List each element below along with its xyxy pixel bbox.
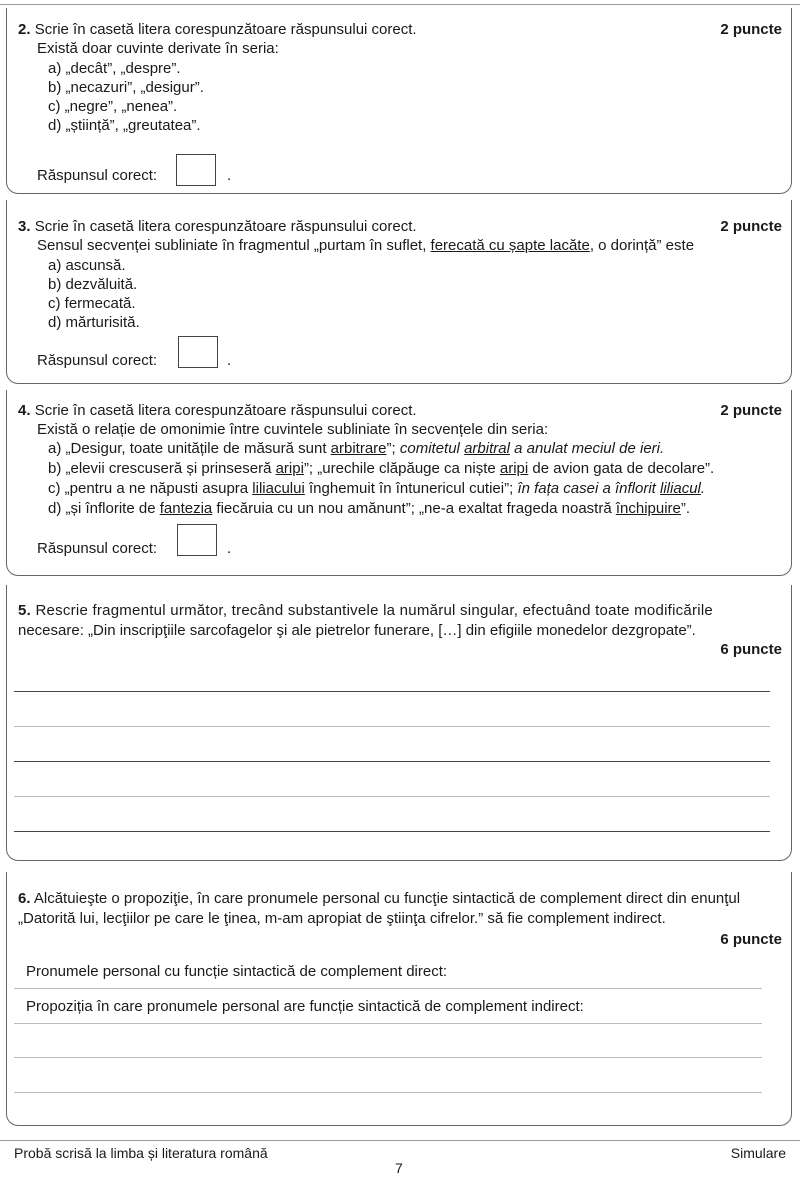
question-2-instruction: 2. Scrie în casetă litera corespunzătoare răspunsului corect. <box>18 21 417 38</box>
top-rule <box>0 4 800 5</box>
answer-line[interactable] <box>14 1057 762 1058</box>
q3-option-d: d) mărturisită. <box>48 314 140 331</box>
answer-line[interactable] <box>14 691 770 692</box>
footer-exam-type: Simulare <box>730 1145 786 1161</box>
q3-answer-dot: . <box>227 352 232 369</box>
question-4-points: 2 puncte <box>720 402 782 419</box>
question-3-stem: Sensul secvenței subliniate în fragmentul „purtam în suflet, ferecată cu șapte lacăte, o dorință” este <box>37 237 695 254</box>
page-number: 7 <box>395 1160 403 1176</box>
q2-option-a: a) „decât”, „despre”. <box>48 60 181 77</box>
q2-option-c: c) „negre”, „nenea”. <box>48 98 178 115</box>
footer-exam-name: Probă scrisă la limba și literatura română <box>14 1145 268 1161</box>
question-2-stem: Există doar cuvinte derivate în seria: <box>37 40 279 57</box>
answer-line[interactable] <box>14 831 770 832</box>
q2-option-b: b) „necazuri”, „desigur”. <box>48 79 204 96</box>
q3-option-b: b) dezvăluită. <box>48 276 138 293</box>
q4-answer-label: Răspunsul corect: <box>37 540 158 557</box>
q2-answer-label: Răspunsul corect: <box>37 167 158 184</box>
q3-answer-box[interactable] <box>178 336 218 368</box>
q4-option-c: c) „pentru a ne năpusti asupra liliacului înghemuit în întunericul cutiei”; în fața casei a înflorit liliacul. <box>48 480 706 497</box>
q2-answer-dot: . <box>227 167 232 184</box>
answer-line[interactable] <box>14 988 762 989</box>
q4-option-a: a) „Desigur, toate unitățile de măsură sunt arbitrare”; comitetul arbitral a anulat meciul de ieri. <box>48 440 665 457</box>
question-4-instruction: 4. Scrie în casetă litera corespunzătoare răspunsului corect. <box>18 402 417 419</box>
answer-line[interactable] <box>14 1023 762 1024</box>
answer-line[interactable] <box>14 796 770 797</box>
question-5-text-line1: 5. Rescrie fragmentul următor, trecând substantivele la numărul singular, efectuând toate modificările <box>18 602 714 619</box>
q4-answer-dot: . <box>227 540 232 557</box>
question-2-points: 2 puncte <box>720 21 782 38</box>
question-5-text-line2: necesare: „Din inscripţiile sarcofagelor şi ale pietrelor funerare, […] din efigiile monedelor dezgropate”. <box>18 622 696 639</box>
q3-option-a: a) ascunsă. <box>48 257 126 274</box>
q3-option-c: c) fermecată. <box>48 295 136 312</box>
q4-answer-box[interactable] <box>177 524 217 556</box>
question-6-text-line2: „Datorită lui, lecţiilor pe care le ţinea, m-am apropiat de ştiinţa cifrelor.” să fie complement indirect. <box>18 910 666 927</box>
question-5-points: 6 puncte <box>720 641 782 658</box>
question-4-stem: Există o relație de omonimie între cuvintele subliniate în secvențele din seria: <box>37 421 549 438</box>
q6-label-direct-object: Pronumele personal cu funcție sintactică de complement direct: <box>26 963 448 980</box>
q2-answer-box[interactable] <box>176 154 216 186</box>
question-3-points: 2 puncte <box>720 218 782 235</box>
q4-option-d: d) „și înflorite de fantezia fiecăruia cu un nou amănunt”; „ne-a exaltat frageda noastră închipuire”. <box>48 500 691 517</box>
q3-answer-label: Răspunsul corect: <box>37 352 158 369</box>
answer-line[interactable] <box>14 761 770 762</box>
question-6-points: 6 puncte <box>720 931 782 948</box>
footer-rule <box>0 1140 800 1141</box>
question-3-instruction: 3. Scrie în casetă litera corespunzătoare răspunsului corect. <box>18 218 417 235</box>
answer-line[interactable] <box>14 1092 762 1093</box>
question-6-text-line1: 6. Alcătuieşte o propoziţie, în care pronumele personal cu funcţie sintactică de complement direct din enunţul <box>18 890 741 907</box>
q2-option-d: d) „știință”, „greutatea”. <box>48 117 201 134</box>
q6-label-indirect-object: Propoziția în care pronumele personal are funcție sintactică de complement indirect: <box>26 998 584 1015</box>
answer-line[interactable] <box>14 726 770 727</box>
q4-option-b: b) „elevii crescuseră și prinseseră aripi”; „urechile clăpăuge ca niște aripi de avion gata de decolare”. <box>48 460 715 477</box>
